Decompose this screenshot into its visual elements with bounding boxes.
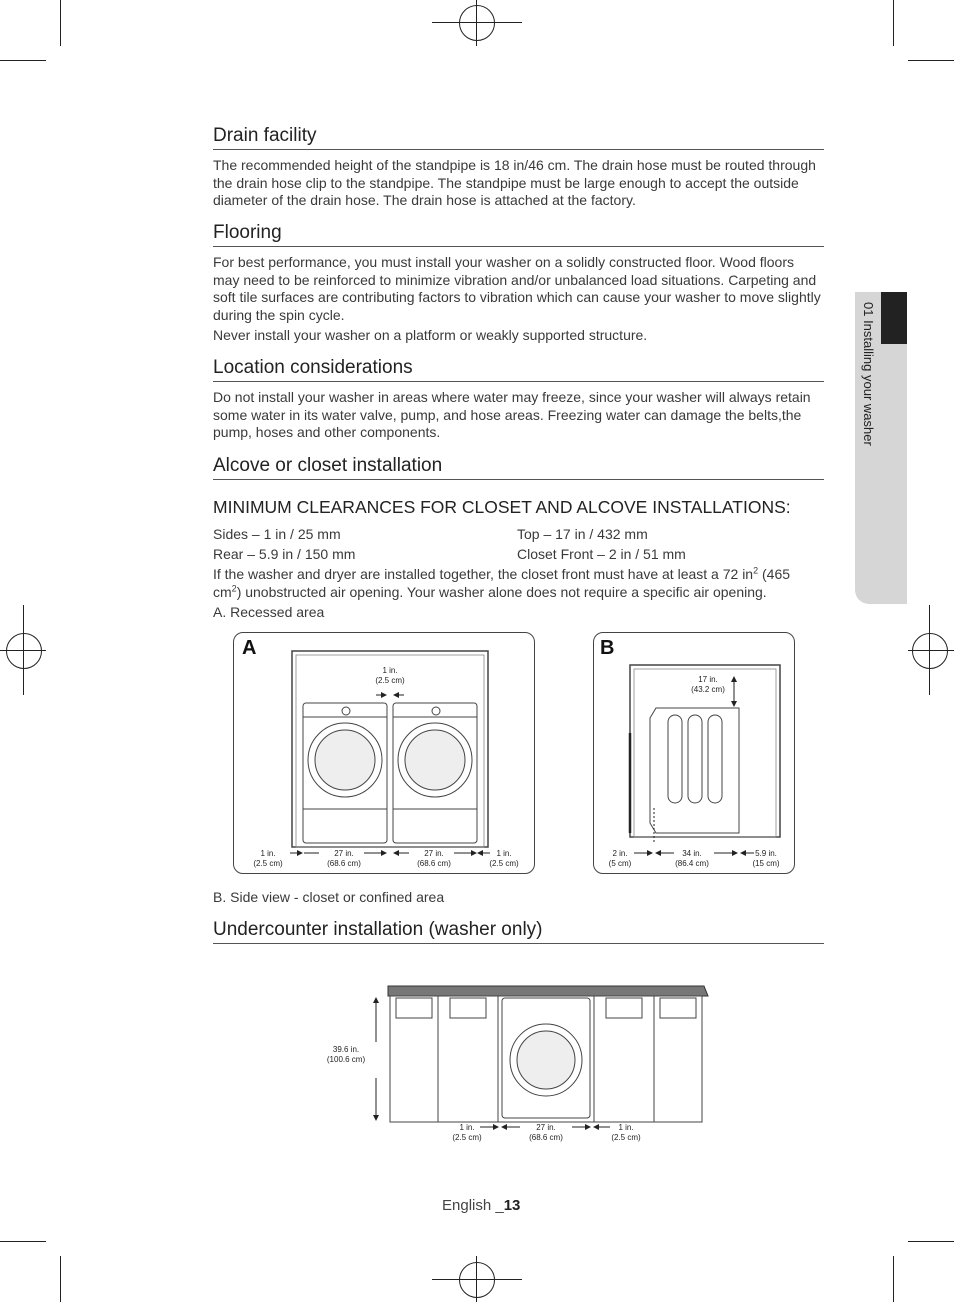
dim-washer1-metric: (68.6 cm) [327, 859, 361, 868]
figure-b-drawing [594, 633, 794, 873]
crop-mark [60, 1256, 61, 1302]
dim-depth: 34 in. [682, 849, 702, 858]
flooring-note: Never install your washer on a platform or weakly supported structure. [213, 327, 648, 343]
dim-height-metric: (100.6 cm) [326, 1055, 366, 1064]
clearance-rear: Rear – 5.9 in / 150 mm [213, 546, 356, 562]
section-title-location: Location considerations [213, 357, 824, 382]
section-title-flooring: Flooring [213, 222, 824, 247]
dim-gap-top-metric: (2.5 cm) [375, 676, 405, 685]
registration-mark [929, 605, 930, 695]
chapter-tab [855, 292, 907, 604]
dim-top: 17 in. [698, 675, 718, 684]
dim-washer2: 27 in. [424, 849, 444, 858]
registration-mark [432, 1279, 522, 1280]
registration-mark [912, 633, 948, 669]
clearance-front: Closet Front – 2 in / 51 mm [517, 546, 686, 562]
registration-mark [23, 605, 24, 695]
dim-washer2-metric: (68.6 cm) [417, 859, 451, 868]
registration-mark [908, 650, 954, 651]
dim-under-width-metric: (68.6 cm) [529, 1133, 563, 1142]
registration-mark [476, 0, 477, 46]
clearance-top: Top – 17 in / 432 mm [517, 526, 648, 542]
registration-mark [459, 5, 495, 41]
dim-depth-metric: (86.4 cm) [675, 859, 709, 868]
section-title-alcove: Alcove or closet installation [213, 455, 824, 480]
crop-mark [908, 1241, 954, 1242]
section-title-undercounter: Undercounter installation (washer only) [213, 919, 824, 944]
dim-left-metric: (2.5 cm) [253, 859, 283, 868]
figure-c-undercounter [320, 982, 720, 1152]
crop-mark [0, 60, 46, 61]
washer-side [650, 708, 739, 833]
washer-under [502, 998, 590, 1118]
registration-mark [476, 1256, 477, 1302]
figure-a-drawing [234, 633, 534, 873]
dim-gap-top: 1 in. [382, 666, 398, 675]
registration-mark [459, 1262, 495, 1298]
crop-mark [60, 0, 61, 46]
dim-under-left-metric: (2.5 cm) [452, 1133, 482, 1142]
caption-side-view: B. Side view - closet or confined area [213, 889, 445, 905]
chapter-tab-label: 01 Installing your washer [861, 302, 876, 446]
figure-letter-b: B [600, 637, 615, 659]
dim-rear-metric: (15 cm) [752, 859, 780, 868]
figure-b-side-view [593, 632, 795, 874]
washer-right [393, 703, 477, 843]
section-title-drain: Drain facility [213, 125, 824, 150]
dim-front-metric: (5 cm) [608, 859, 632, 868]
dim-under-right-metric: (2.5 cm) [611, 1133, 641, 1142]
chapter-tab-marker [881, 292, 907, 344]
flooring-body: For best performance, you must install your washer on a solidly constructed floor. Wood floors may need to be reinforced to minimize vibration and/or unbalanced load situations. Carpeting and soft tile surfaces are contributing factors to vibration which can cause your washer to move slightly during the spin cycle. [213, 254, 821, 323]
air-opening-note: If the washer and dryer are installed together, the closet front must have at least a 72 $in^2$ (465 $cm^2$) unobstructed air opening. Your washer alone does not require a specific air opening. [213, 565, 791, 600]
registration-mark [6, 633, 42, 669]
dim-right-metric: (2.5 cm) [489, 859, 519, 868]
clearance-sides: Sides – 1 in / 25 mm [213, 526, 341, 542]
dim-rear: 5.9 in. [755, 849, 777, 858]
page-number: 13 [503, 1197, 521, 1214]
crop-mark [893, 1256, 894, 1302]
drain-body: The recommended height of the standpipe is 18 in/46 cm. The drain hose must be routed through the drain hose clip to the standpipe. The standpipe must be large enough to accept the outside diameter of the drain hose. The drain hose is attached at the factory. [213, 157, 816, 209]
dim-height: 39.6 in. [332, 1045, 360, 1054]
clearance-heading: MINIMUM CLEARANCES FOR CLOSET AND ALCOVE INSTALLATIONS: [213, 497, 791, 517]
dim-top-metric: (43.2 cm) [691, 685, 725, 694]
registration-mark [432, 22, 522, 23]
location-body: Do not install your washer in areas where water may freeze, since your washer will always retain some water in its water valve, pump, and hose areas. Freezing water can damage the belts,the pump, hoses and other components. [213, 389, 811, 441]
crop-mark [908, 60, 954, 61]
dim-right: 1 in. [496, 849, 512, 858]
washer-left [303, 703, 387, 843]
dim-under-width: 27 in. [536, 1123, 556, 1132]
caption-recessed: A. Recessed area [213, 604, 325, 620]
figure-a-recessed [233, 632, 535, 874]
dim-front: 2 in. [612, 849, 628, 858]
crop-mark [893, 0, 894, 46]
figure-letter-a: A [242, 637, 257, 659]
dim-left: 1 in. [260, 849, 276, 858]
dim-under-left: 1 in. [459, 1123, 475, 1132]
page-footer: English _13 [442, 1197, 521, 1214]
dim-washer1: 27 in. [334, 849, 354, 858]
crop-mark [0, 1241, 46, 1242]
dim-under-right: 1 in. [618, 1123, 634, 1132]
